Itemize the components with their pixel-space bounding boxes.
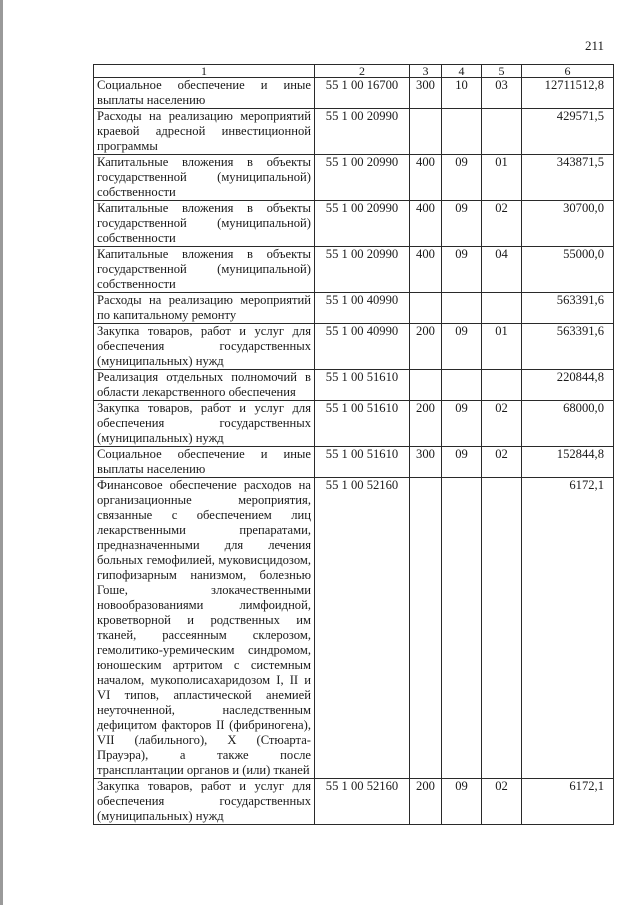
row-code-cell: 55 1 00 20990 — [315, 109, 410, 155]
row-code-cell: 55 1 00 51610 — [315, 447, 410, 478]
row-name-cell: Расходы на реализацию мероприятий краевой адресной инвестиционной программы — [94, 109, 315, 155]
table-row — [94, 779, 614, 825]
row-amount-cell: 6172,1 — [522, 779, 614, 825]
row-column-3-cell: 400 — [410, 201, 442, 247]
row-amount-cell: 152844,8 — [522, 447, 614, 478]
table-row — [94, 247, 614, 293]
row-column-5-cell — [482, 293, 522, 324]
row-amount-cell: 563391,6 — [522, 293, 614, 324]
row-column-3-cell: 200 — [410, 779, 442, 825]
table-row — [94, 324, 614, 370]
row-column-5-cell: 01 — [482, 155, 522, 201]
row-code-cell: 55 1 00 40990 — [315, 293, 410, 324]
row-code-cell: 55 1 00 20990 — [315, 201, 410, 247]
row-column-4-cell: 09 — [442, 401, 482, 447]
row-column-4-cell: 09 — [442, 447, 482, 478]
page-number: 211 — [584, 38, 604, 53]
table-header-row — [94, 65, 614, 78]
row-column-4-cell: 09 — [442, 155, 482, 201]
row-amount-cell: 55000,0 — [522, 247, 614, 293]
row-code-cell: 55 1 00 16700 — [315, 78, 410, 109]
budget-table — [93, 64, 614, 825]
row-column-5-cell — [482, 478, 522, 779]
row-code-cell: 55 1 00 40990 — [315, 324, 410, 370]
row-column-3-cell — [410, 109, 442, 155]
row-name-cell: Капитальные вложения в объекты государственной (муниципальной) собственности — [94, 247, 315, 293]
row-column-3-cell: 300 — [410, 447, 442, 478]
table-row — [94, 447, 614, 478]
row-column-4-cell: 09 — [442, 247, 482, 293]
table-row — [94, 293, 614, 324]
column-header-2: 2 — [315, 65, 410, 78]
row-amount-cell: 30700,0 — [522, 201, 614, 247]
row-column-4-cell — [442, 293, 482, 324]
row-name-cell: Реализация отдельных полномочий в области лекарственного обеспечения — [94, 370, 315, 401]
row-column-3-cell: 200 — [410, 324, 442, 370]
scan-edge — [0, 0, 3, 905]
row-column-4-cell — [442, 478, 482, 779]
row-column-3-cell: 200 — [410, 401, 442, 447]
row-code-cell: 55 1 00 51610 — [315, 370, 410, 401]
row-code-cell: 55 1 00 51610 — [315, 401, 410, 447]
row-code-cell: 55 1 00 20990 — [315, 155, 410, 201]
row-name-cell: Капитальные вложения в объекты государственной (муниципальной) собственности — [94, 155, 315, 201]
row-name-cell: Закупка товаров, работ и услуг для обеспечения государственных (муниципальных) нужд — [94, 401, 315, 447]
row-column-5-cell: 03 — [482, 78, 522, 109]
column-header-5: 5 — [482, 65, 522, 78]
row-column-3-cell: 400 — [410, 247, 442, 293]
row-amount-cell: 429571,5 — [522, 109, 614, 155]
row-column-5-cell: 02 — [482, 447, 522, 478]
row-column-5-cell: 02 — [482, 201, 522, 247]
table-row — [94, 201, 614, 247]
table-row — [94, 109, 614, 155]
row-name-cell: Социальное обеспечение и иные выплаты населению — [94, 78, 315, 109]
row-column-5-cell: 02 — [482, 779, 522, 825]
row-column-4-cell: 09 — [442, 324, 482, 370]
row-amount-cell: 12711512,8 — [522, 78, 614, 109]
row-name-cell: Капитальные вложения в объекты государственной (муниципальной) собственности — [94, 201, 315, 247]
row-column-3-cell — [410, 478, 442, 779]
column-header-1: 1 — [94, 65, 315, 78]
row-column-5-cell — [482, 370, 522, 401]
table-row — [94, 401, 614, 447]
row-amount-cell: 6172,1 — [522, 478, 614, 779]
column-header-4: 4 — [442, 65, 482, 78]
table-row — [94, 478, 614, 779]
row-name-cell: Расходы на реализацию мероприятий по капитальному ремонту — [94, 293, 315, 324]
row-amount-cell: 68000,0 — [522, 401, 614, 447]
table-row — [94, 78, 614, 109]
row-column-4-cell: 09 — [442, 201, 482, 247]
table-row — [94, 370, 614, 401]
row-name-cell: Закупка товаров, работ и услуг для обеспечения государственных (муниципальных) нужд — [94, 779, 315, 825]
row-name-cell: Закупка товаров, работ и услуг для обеспечения государственных (муниципальных) нужд — [94, 324, 315, 370]
row-column-4-cell — [442, 370, 482, 401]
row-column-3-cell — [410, 370, 442, 401]
row-column-5-cell: 02 — [482, 401, 522, 447]
row-column-3-cell: 300 — [410, 78, 442, 109]
column-header-6: 6 — [522, 65, 614, 78]
row-column-5-cell — [482, 109, 522, 155]
row-name-cell: Финансовое обеспечение расходов на организационные мероприятия, связанные с обеспечением лиц лекарственными препаратами, предназначенными для лечения больных гемофилией, муковисцидозом, гипофизарным нанизмом, болезнью Гоше, злокачественными новообразованиями лимфоидной, кроветворной и родственных им тканей, рассеянным склерозом, гемолитико-уремическим синдромом, юношеским артритом с системным началом, мукополисахаридозом I, II и VI типов, апластической анемией неуточненной, наследственным дефицитом факторов II (фибриногена), VII (лабильного), X (Стюарта-Прауэра), а также после трансплантации органов и (или) тканей — [94, 478, 315, 779]
row-column-5-cell: 01 — [482, 324, 522, 370]
row-amount-cell: 220844,8 — [522, 370, 614, 401]
row-column-4-cell: 09 — [442, 779, 482, 825]
row-column-3-cell: 400 — [410, 155, 442, 201]
row-amount-cell: 563391,6 — [522, 324, 614, 370]
row-code-cell: 55 1 00 52160 — [315, 779, 410, 825]
table-row — [94, 155, 614, 201]
row-code-cell: 55 1 00 52160 — [315, 478, 410, 779]
row-column-3-cell — [410, 293, 442, 324]
row-name-cell: Социальное обеспечение и иные выплаты населению — [94, 447, 315, 478]
row-amount-cell: 343871,5 — [522, 155, 614, 201]
table-body — [94, 65, 614, 825]
row-code-cell: 55 1 00 20990 — [315, 247, 410, 293]
row-column-4-cell: 10 — [442, 78, 482, 109]
row-column-5-cell: 04 — [482, 247, 522, 293]
row-column-4-cell — [442, 109, 482, 155]
column-header-3: 3 — [410, 65, 442, 78]
